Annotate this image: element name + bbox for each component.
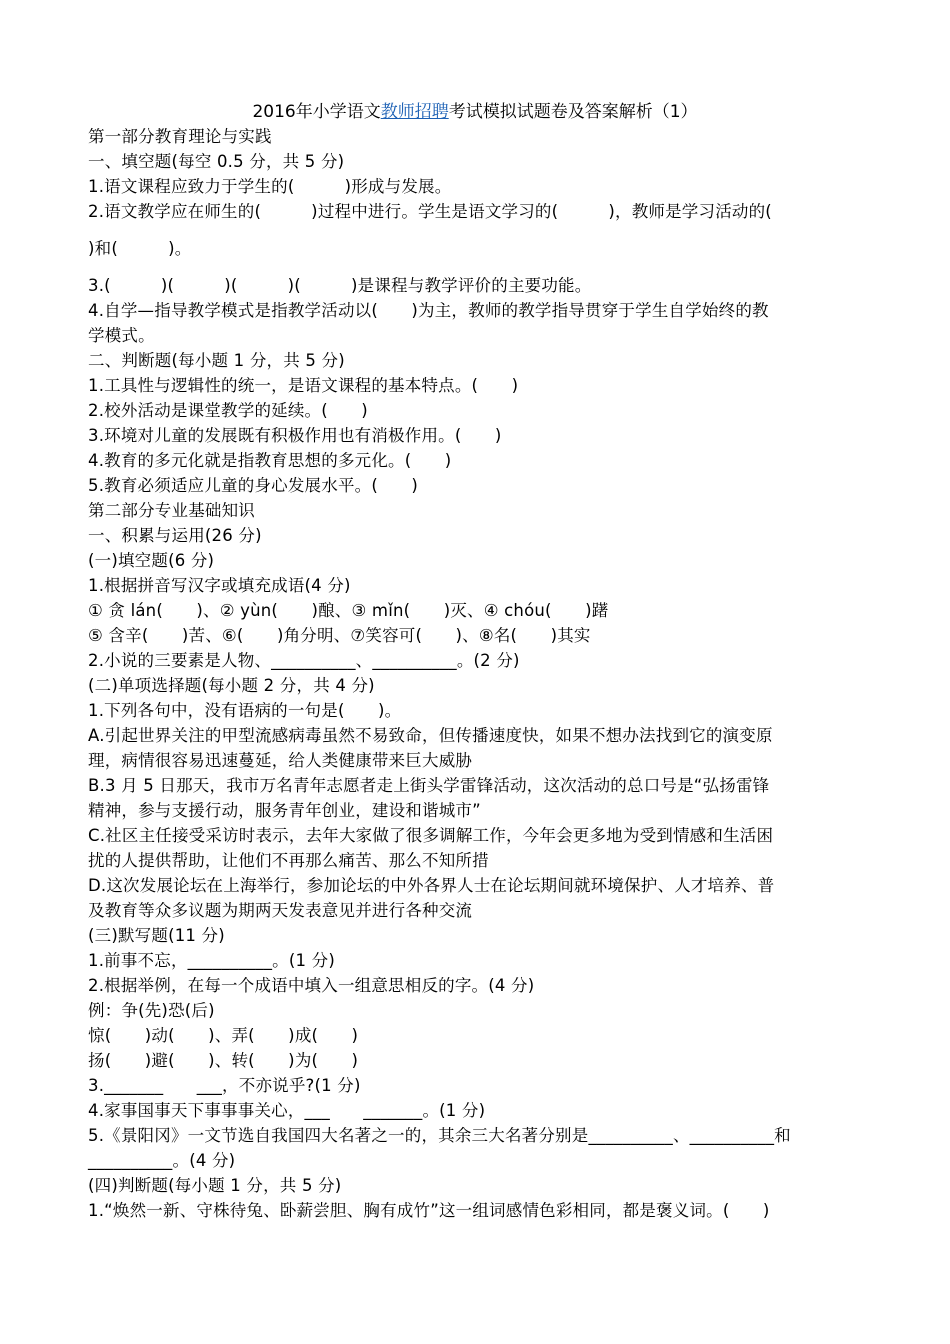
title-suffix: 考试模拟试题卷及答案解析（1） [448,102,698,122]
section-heading: 一、填空题(每空 0.5 分，共 5 分) [88,152,345,171]
part-heading: 第一部分教育理论与实践 [88,127,272,146]
question-line: 1.前事不忘，__________。(1 分) [88,951,335,970]
option-line: 理，病情很容易迅速蔓延，给人类健康带来巨大威胁 [88,751,473,770]
question-line: 4.教育的多元化就是指教育思想的多元化。( ) [88,451,452,470]
question-line: 2.根据举例，在每一个成语中填入一组意思相反的字。(4 分) [88,976,535,995]
question-line: 3.环境对儿童的发展既有积极作用也有消极作用。( ) [88,426,502,445]
option-line: 扰的人提供帮助，让他们不再那么痛苦、那么不知所措 [88,851,489,870]
question-line: 1.语文课程应致力于学生的( )形成与发展。 [88,177,452,196]
subsection-heading: (四)判断题(每小题 1 分，共 5 分) [88,1176,342,1195]
section-heading: 二、判断题(每小题 1 分，共 5 分) [88,351,345,370]
question-line: 学模式。 [88,326,155,345]
option-line: B.3 月 5 日那天，我市万名青年志愿者走上街头学雷锋活动，这次活动的总口号是“弘扬雷锋 [88,776,770,795]
option-line: A.引起世界关注的甲型流感病毒虽然不易致命，但传播速度快，如果不想办法找到它的演变原 [88,726,773,745]
option-line: 精神，参与支援行动，服务青年创业，建设和谐城市” [88,801,481,820]
option-line: D.这次发展论坛在上海举行，参加论坛的中外各界人士在论坛期间就环境保护、人才培养、普 [88,876,775,895]
question-line: 3.( )( )( )( )是课程与教学评价的主要功能。 [88,276,592,295]
question-line: 2.语文教学应在师生的( )过程中进行。学生是语文学习的( )，教师是学习活动的( [88,202,772,221]
question-line: 例：争(先)恐(后) [88,1001,215,1020]
question-line: 4.家事国事天下事事事关心，___ _______。(1 分) [88,1101,486,1120]
question-line: 2.小说的三要素是人物、__________、__________。(2 分) [88,651,520,670]
question-line: ⑤ 含辛( )苦、⑥( )角分明、⑦笑容可( )、⑧名( )其实 [88,626,591,645]
question-line: __________。(4 分) [88,1151,236,1170]
option-line: C.社区主任接受采访时表示，去年大家做了很多调解工作，今年会更多地为受到情感和生活困 [88,826,774,845]
option-line: 及教育等众多议题为期两天发表意见并进行各种交流 [88,901,473,920]
question-line: 1.根据拼音写汉字或填充成语(4 分) [88,576,351,595]
question-line: 3._______ ___，不亦说乎?(1 分) [88,1076,361,1095]
question-line: 5.《景阳冈》一文节选自我国四大名著之一的，其余三大名著分别是__________、__________和 [88,1126,791,1145]
question-line: )和( )。 [88,239,192,258]
question-line: 4.自学—指导教学模式是指教学活动以( )为主，教师的教学指导贯穿于学生自学始终的教 [88,301,769,320]
question-line: 惊( )动( )、弄( )成( ) [88,1026,359,1045]
subsection-heading: (三)默写题(11 分) [88,926,225,945]
teacher-recruitment-link[interactable]: 教师招聘 [380,102,449,122]
question-line: ① 贪 lán( )、② yùn( )酿、③ mǐn( )灭、④ chóu( )躇 [88,601,609,620]
subsection-heading: (一)填空题(6 分) [88,551,215,570]
question-line: 2.校外活动是课堂教学的延续。( ) [88,401,368,420]
document-title [0,100,950,124]
question-line: 1.“焕然一新、守株待兔、卧薪尝胆、胸有成竹”这一组词感情色彩相同，都是褒义词。( ) [88,1201,770,1220]
question-line: 5.教育必须适应儿童的身心发展水平。( ) [88,476,419,495]
question-line: 1.下列各句中，没有语病的一句是( )。 [88,701,402,720]
subsection-heading: (二)单项选择题(每小题 2 分，共 4 分) [88,676,375,695]
section-heading: 一、积累与运用(26 分) [88,526,262,545]
question-line: 扬( )避( )、转( )为( ) [88,1051,359,1070]
question-line: 1.工具性与逻辑性的统一，是语文课程的基本特点。( ) [88,376,519,395]
part-heading: 第二部分专业基础知识 [88,501,255,520]
title-prefix: 2016年小学语文 [252,102,381,122]
